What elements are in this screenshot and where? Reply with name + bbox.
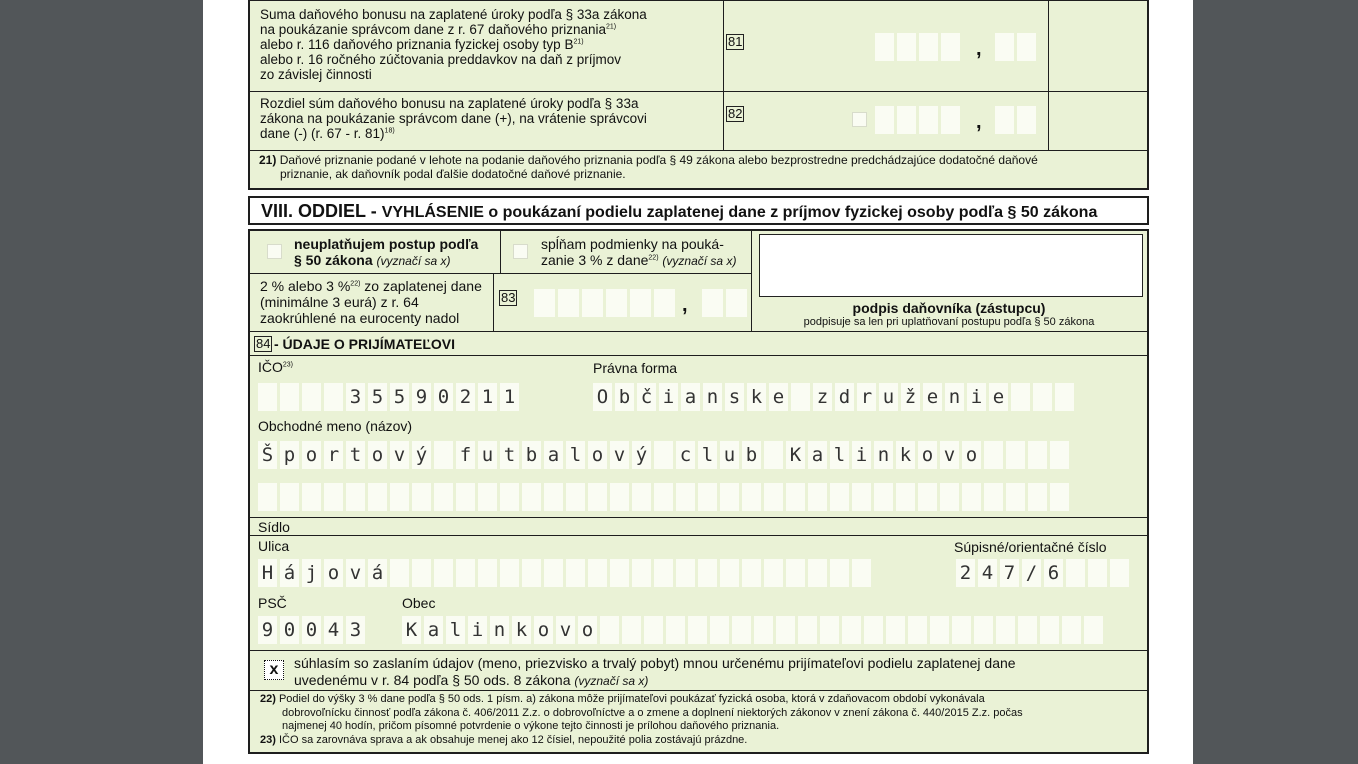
char-cell[interactable] [874, 483, 893, 511]
legal-form-input[interactable] [593, 383, 1074, 411]
char-cell[interactable] [698, 483, 717, 511]
char-cell[interactable] [632, 559, 651, 587]
row81-cents[interactable] [995, 33, 1036, 61]
house-number-input[interactable] [956, 559, 1129, 587]
char-cell[interactable] [742, 559, 761, 587]
char-cell[interactable] [522, 559, 541, 587]
row83-number: 83 [501, 290, 516, 305]
char-cell[interactable]: n [874, 441, 893, 469]
char-cell[interactable] [478, 559, 497, 587]
char-cell[interactable]: 4 [978, 559, 997, 587]
zip-input[interactable] [258, 616, 365, 644]
option-3-percent: spĺňam podmienky na pouká- zanie 3 % z dane$^{22)}$ (vyznačí sa x) [541, 236, 737, 268]
char-cell[interactable]: 1 [500, 383, 519, 411]
char-cell[interactable]: o [962, 441, 981, 469]
char-cell[interactable]: i [852, 441, 871, 469]
char-cell[interactable] [918, 483, 937, 511]
char-cell[interactable] [710, 616, 729, 644]
char-cell[interactable]: a [424, 616, 443, 644]
business-name-input[interactable] [258, 441, 1069, 469]
char-cell[interactable]: t [500, 441, 519, 469]
char-cell[interactable]: 4 [324, 616, 343, 644]
char-cell[interactable] [720, 483, 739, 511]
char-cell[interactable] [864, 616, 883, 644]
char-cell[interactable] [654, 559, 673, 587]
char-cell[interactable] [962, 483, 981, 511]
char-cell[interactable] [896, 483, 915, 511]
char-cell[interactable] [786, 559, 805, 587]
char-cell[interactable] [654, 441, 673, 469]
char-cell[interactable]: i [468, 616, 487, 644]
business-name-input-line2[interactable] [258, 483, 1069, 511]
row83-comma: , [682, 294, 688, 316]
footnote-22: 22) Podiel do výšky 3 % dane podľa § 50 ods. 1 písm. a) zákona môže prijímateľovi poukázať fyzická osoba, ktorá v zdaňovacom období vykonávala dobrovoľnícku činnosť podľa zákona č. 406/2011 Z.z. o dobrovoľníctve a o zmene a doplnení niektorých zákonov v znení zákona č. 440/2015 Z.z. počas najmenej 40 hodín, pričom písomné potvrdenie o výkone tejto činnosti je prílohou daňového priznania. 23) IČO sa zarovnáva sprava a ak obsahuje menej ako 12 čísiel, nepoužité polia zostávajú prázdne. [260, 693, 1023, 746]
char-cell[interactable]: f [456, 441, 475, 469]
char-cell[interactable]: l [446, 616, 465, 644]
char-cell[interactable]: o [578, 616, 597, 644]
char-cell[interactable] [1050, 483, 1069, 511]
char-cell[interactable] [764, 559, 783, 587]
char-cell[interactable]: k [512, 616, 531, 644]
char-cell[interactable]: u [720, 441, 739, 469]
char-cell[interactable]: O [593, 383, 612, 411]
char-cell[interactable] [302, 483, 321, 511]
street-label: Ulica [258, 538, 290, 554]
row82-sign-box[interactable] [852, 112, 867, 127]
char-cell[interactable]: 5 [390, 383, 409, 411]
char-cell[interactable] [258, 383, 277, 411]
char-cell[interactable] [820, 616, 839, 644]
char-cell[interactable]: a [681, 383, 700, 411]
char-cell[interactable] [791, 383, 810, 411]
char-cell[interactable]: v [940, 441, 959, 469]
char-cell[interactable]: i [967, 383, 986, 411]
char-cell[interactable] [346, 483, 365, 511]
char-cell[interactable] [654, 483, 673, 511]
char-cell[interactable]: i [659, 383, 678, 411]
char-cell[interactable] [500, 559, 519, 587]
char-cell[interactable]: l [698, 441, 717, 469]
char-cell[interactable]: o [368, 441, 387, 469]
checkbox-not-applying-50[interactable] [267, 244, 282, 259]
char-cell[interactable]: o [302, 441, 321, 469]
char-cell[interactable] [808, 483, 827, 511]
char-cell[interactable] [984, 483, 1003, 511]
ico-input[interactable] [258, 383, 519, 411]
char-cell[interactable]: 0 [302, 616, 321, 644]
char-cell[interactable] [764, 483, 783, 511]
char-cell[interactable]: 5 [368, 383, 387, 411]
char-cell[interactable]: c [676, 441, 695, 469]
char-cell[interactable] [742, 483, 761, 511]
char-cell[interactable] [390, 483, 409, 511]
char-cell[interactable]: e [769, 383, 788, 411]
char-cell[interactable] [1062, 616, 1081, 644]
char-cell[interactable] [478, 483, 497, 511]
char-cell[interactable] [940, 483, 959, 511]
ico-label: IČO$^{23)}$ [258, 359, 294, 375]
row82-amount[interactable] [875, 106, 960, 134]
char-cell[interactable] [302, 383, 321, 411]
char-cell[interactable]: 0 [434, 383, 453, 411]
char-cell[interactable] [908, 616, 927, 644]
consent-checkbox[interactable]: x [264, 660, 284, 680]
row83-amount[interactable] [534, 289, 675, 317]
char-cell[interactable] [566, 559, 585, 587]
char-cell[interactable] [676, 483, 695, 511]
char-cell[interactable] [390, 559, 409, 587]
char-cell[interactable] [324, 483, 343, 511]
char-cell[interactable] [776, 616, 795, 644]
char-cell[interactable] [588, 559, 607, 587]
char-cell[interactable]: u [879, 383, 898, 411]
char-cell[interactable]: n [945, 383, 964, 411]
char-cell[interactable] [1055, 383, 1074, 411]
option-not-applying-50: neuplatňujem postup podľa § 50 zákona (vyznačí sa x) [294, 236, 479, 268]
char-cell[interactable] [1006, 483, 1025, 511]
char-cell[interactable]: 9 [258, 616, 277, 644]
char-cell[interactable] [588, 483, 607, 511]
char-cell[interactable] [412, 559, 431, 587]
char-cell[interactable]: j [302, 559, 321, 587]
row81-number: 81 [728, 34, 743, 49]
char-cell[interactable]: o [534, 616, 553, 644]
char-cell[interactable]: 0 [280, 616, 299, 644]
row83-label: 2 % alebo 3 %$^{22)}$ zo zaplatenej dane (minimálne 3 eurá) z r. 64 zaokrúhlené na eurocenty nadol [260, 278, 482, 326]
char-cell[interactable] [808, 559, 827, 587]
char-cell[interactable] [984, 441, 1003, 469]
char-cell[interactable]: z [813, 383, 832, 411]
signature-note: podpisuje sa len pri uplatňovaní postupu podľa § 50 zákona [803, 316, 1095, 328]
char-cell[interactable]: d [835, 383, 854, 411]
char-cell[interactable] [434, 559, 453, 587]
char-cell[interactable]: 3 [346, 383, 365, 411]
char-cell[interactable] [1028, 483, 1047, 511]
char-cell[interactable] [1028, 441, 1047, 469]
char-cell[interactable]: á [368, 559, 387, 587]
char-cell[interactable]: a [808, 441, 827, 469]
char-cell[interactable]: b [522, 441, 541, 469]
char-cell[interactable] [830, 559, 849, 587]
char-cell[interactable] [688, 616, 707, 644]
char-cell[interactable]: o [588, 441, 607, 469]
char-cell[interactable]: s [725, 383, 744, 411]
char-cell[interactable] [544, 483, 563, 511]
row82-comma: , [976, 111, 982, 133]
char-cell[interactable] [930, 616, 949, 644]
char-cell[interactable] [1033, 383, 1052, 411]
char-cell[interactable]: a [544, 441, 563, 469]
char-cell[interactable]: p [280, 441, 299, 469]
char-cell[interactable] [852, 559, 871, 587]
char-cell[interactable]: l [566, 441, 585, 469]
char-cell[interactable] [610, 483, 629, 511]
char-cell[interactable] [622, 616, 641, 644]
char-cell[interactable]: 3 [346, 616, 365, 644]
char-cell[interactable] [1088, 559, 1107, 587]
section8-title-box [248, 196, 1149, 225]
business-name-label: Obchodné meno (názov) [258, 418, 413, 434]
char-cell[interactable] [676, 559, 695, 587]
char-cell[interactable] [842, 616, 861, 644]
char-cell[interactable] [456, 483, 475, 511]
char-cell[interactable] [1084, 616, 1103, 644]
row83-cents[interactable] [702, 289, 747, 317]
char-cell[interactable]: 2 [956, 559, 975, 587]
char-cell[interactable] [830, 483, 849, 511]
char-cell[interactable] [1066, 559, 1085, 587]
seat-label: Sídlo [258, 519, 290, 535]
char-cell[interactable] [698, 559, 717, 587]
char-cell[interactable] [280, 383, 299, 411]
char-cell[interactable] [996, 616, 1015, 644]
char-cell[interactable]: 1 [478, 383, 497, 411]
char-cell[interactable] [644, 616, 663, 644]
char-cell[interactable] [632, 483, 651, 511]
char-cell[interactable] [974, 616, 993, 644]
char-cell[interactable]: v [610, 441, 629, 469]
char-cell[interactable] [798, 616, 817, 644]
signature-field[interactable] [759, 234, 1143, 297]
char-cell[interactable] [732, 616, 751, 644]
char-cell[interactable] [1018, 616, 1037, 644]
char-cell[interactable] [412, 483, 431, 511]
char-cell[interactable]: e [989, 383, 1008, 411]
char-cell[interactable]: k [747, 383, 766, 411]
zip-label: PSČ [258, 595, 287, 611]
char-cell[interactable] [1040, 616, 1059, 644]
char-cell[interactable]: ý [632, 441, 651, 469]
char-cell[interactable]: v [346, 559, 365, 587]
char-cell[interactable]: n [490, 616, 509, 644]
row81-comma: , [976, 38, 982, 60]
char-cell[interactable]: u [478, 441, 497, 469]
char-cell[interactable]: 2 [456, 383, 475, 411]
char-cell[interactable] [258, 483, 277, 511]
char-cell[interactable] [610, 559, 629, 587]
char-cell[interactable]: ý [412, 441, 431, 469]
char-cell[interactable] [280, 483, 299, 511]
char-cell[interactable]: k [896, 441, 915, 469]
char-cell[interactable]: 9 [412, 383, 431, 411]
char-cell[interactable]: á [280, 559, 299, 587]
char-cell[interactable] [1011, 383, 1030, 411]
char-cell[interactable]: v [556, 616, 575, 644]
char-cell[interactable]: l [830, 441, 849, 469]
char-cell[interactable] [434, 441, 453, 469]
street-input[interactable] [258, 559, 871, 587]
char-cell[interactable] [500, 483, 519, 511]
char-cell[interactable] [720, 559, 739, 587]
char-cell[interactable]: č [637, 383, 656, 411]
char-cell[interactable]: H [258, 559, 277, 587]
char-cell[interactable] [952, 616, 971, 644]
city-input[interactable] [402, 616, 1103, 644]
char-cell[interactable] [1110, 559, 1129, 587]
char-cell[interactable]: b [615, 383, 634, 411]
form-page [203, 0, 1193, 764]
char-cell[interactable]: ž [901, 383, 920, 411]
char-cell[interactable]: 7 [1000, 559, 1019, 587]
signature-label: podpis daňovníka (zástupcu) [852, 300, 1046, 316]
char-cell[interactable]: Š [258, 441, 277, 469]
char-cell[interactable] [566, 483, 585, 511]
char-cell[interactable] [434, 483, 453, 511]
char-cell[interactable] [522, 483, 541, 511]
char-cell[interactable] [1006, 441, 1025, 469]
char-cell[interactable]: v [390, 441, 409, 469]
city-label: Obec [402, 595, 436, 611]
consent-text: súhlasím so zaslaním údajov (meno, priezvisko a trvalý pobyt) mnou určenému prijímateľovi podielu zaplatenej dane uvedenému v r. 84 podľa § 50 ods. 8 zákona (vyznačí sa x) [294, 655, 1016, 688]
section8-title: VIII. ODDIEL - VYHLÁSENIE o poukázaní podielu zaplatenej dane z príjmov fyzickej osoby podľa § 50 zákona [261, 201, 1098, 221]
char-cell[interactable] [852, 483, 871, 511]
char-cell[interactable]: K [786, 441, 805, 469]
char-cell[interactable]: b [742, 441, 761, 469]
char-cell[interactable]: t [346, 441, 365, 469]
row82-number: 82 [728, 106, 743, 121]
char-cell[interactable] [886, 616, 905, 644]
checkbox-3-percent[interactable] [513, 244, 528, 259]
char-cell[interactable] [764, 441, 783, 469]
recipient-heading: - ÚDAJE O PRIJÍMATEĽOVI [274, 336, 455, 352]
char-cell[interactable] [1050, 441, 1069, 469]
char-cell[interactable] [456, 559, 475, 587]
row82-label: Rozdiel súm daňového bonusu na zaplatené úroky podľa § 33a zákona na poukázanie správcom dane (+), na vrátenie správcovi dane (-) (r. 67 - r. 81)$^{18)}$ [260, 96, 647, 141]
row81-label: Suma daňového bonusu na zaplatené úroky podľa § 33a zákona na poukázanie správcom dane z r. 67 daňového priznania$^{21)}$ alebo r. 116 daňového priznania fyzickej osoby typ $B^{21)}$ alebo r. 16 ročného zúčtovania preddavkov na daň z príjmov zo závislej činnosti [260, 7, 647, 82]
char-cell[interactable] [368, 483, 387, 511]
char-cell[interactable] [666, 616, 685, 644]
char-cell[interactable]: r [857, 383, 876, 411]
row82-cents[interactable] [995, 106, 1036, 134]
char-cell[interactable] [324, 383, 343, 411]
char-cell[interactable]: n [703, 383, 722, 411]
row81-amount[interactable] [875, 33, 960, 61]
char-cell[interactable]: K [402, 616, 421, 644]
char-cell[interactable]: e [923, 383, 942, 411]
house-number-label: Súpisné/orientačné číslo [954, 539, 1107, 555]
char-cell[interactable]: o [324, 559, 343, 587]
char-cell[interactable] [600, 616, 619, 644]
char-cell[interactable]: o [918, 441, 937, 469]
char-cell[interactable] [754, 616, 773, 644]
char-cell[interactable] [544, 559, 563, 587]
legal-form-label: Právna forma [593, 360, 678, 376]
footnote-21: 21) Daňové priznanie podané v lehote na podanie daňového priznania podľa § 49 zákona alebo bezprostredne predchádzajúce dodatočné daňové priznanie, ak daňovník podal ďalšie dodatočné daňové priznanie. [259, 153, 1038, 181]
char-cell[interactable]: / [1022, 559, 1041, 587]
row84-number: 84 [256, 336, 271, 351]
char-cell[interactable] [786, 483, 805, 511]
char-cell[interactable]: r [324, 441, 343, 469]
char-cell[interactable]: 6 [1044, 559, 1063, 587]
